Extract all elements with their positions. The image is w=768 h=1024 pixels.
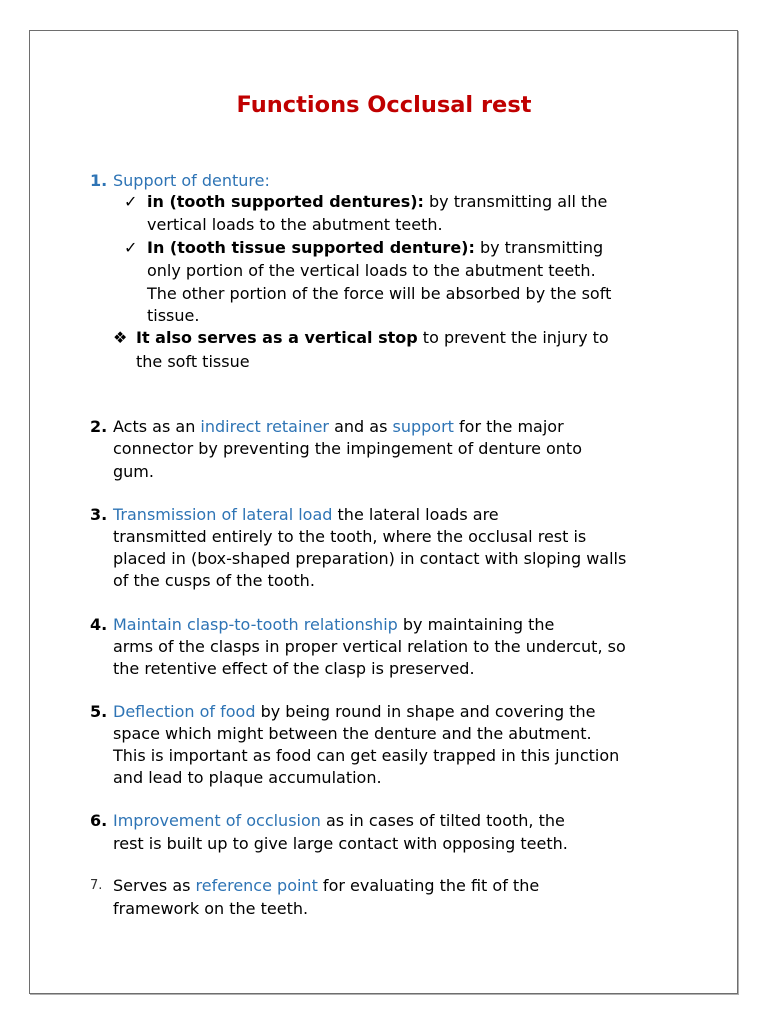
item-1-sub-1-text: by transmitting all the (423, 192, 608, 211)
item-1-number: 1. (90, 171, 108, 190)
item-6-heading: Improvement of occlusion (113, 811, 321, 830)
item-5-line-3: This is important as food can get easily trapped in this junction (113, 746, 620, 765)
item-5-line-2: space which might between the denture and the abutment. (113, 724, 592, 743)
item-3-line-4: of the cusps of the tooth. (113, 571, 315, 590)
item-5-heading: Deflection of food (113, 702, 256, 721)
check-icon: ✓ (124, 192, 138, 211)
item-1-sub-2-line-2: only portion of the vertical loads to the abutment teeth. (147, 261, 596, 280)
item-2-text-a: Acts as an (113, 417, 201, 436)
item-4-line-3: the retentive effect of the clasp is preserved. (113, 659, 475, 678)
item-1-sub-2-bold: In (tooth tissue supported denture): (147, 238, 475, 257)
item-2-number: 2. (90, 417, 108, 436)
item-1-sub-2-line-3: The other portion of the force will be absorbed by the soft (147, 284, 612, 303)
item-7-text-a: Serves as (113, 876, 196, 895)
item-2-line-3: gum. (113, 462, 154, 481)
item-2-highlight-indirect-retainer: indirect retainer (200, 417, 329, 436)
item-2-line-2: connector by preventing the impingement of denture onto (113, 439, 582, 458)
item-7-highlight-reference-point: reference point (195, 876, 318, 895)
item-6-line-1 (113, 810, 565, 833)
item-4-heading: Maintain clasp-to-tooth relationship (113, 615, 398, 634)
check-icon: ✓ (124, 238, 138, 257)
diamond-bullet-icon: ❖ (113, 328, 128, 347)
item-6-number: 6. (90, 811, 108, 830)
item-7-number: 7. (90, 878, 103, 893)
item-6-text: as in cases of tilted tooth, the (320, 811, 565, 830)
item-3-line-1 (113, 504, 499, 527)
item-5-text: by being round in shape and covering the (255, 702, 596, 721)
item-2-text-c: for the major (453, 417, 564, 436)
item-7-line-1 (113, 875, 539, 898)
item-1-heading: Support of denture: (113, 171, 270, 190)
item-5-number: 5. (90, 702, 108, 721)
item-2-line-1 (113, 416, 564, 439)
item-7-line-2: framework on the teeth. (113, 899, 309, 918)
item-2-highlight-support: support (392, 417, 454, 436)
item-1-sub-3-bold: It also serves as a vertical stop (136, 328, 418, 347)
item-1-sub-2-text: by transmitting (474, 238, 604, 257)
item-1-sub-2-line-4: tissue. (147, 306, 200, 325)
item-1-sub-1-bold: in (tooth supported dentures): (147, 192, 424, 211)
item-1-sub-3-line-1 (136, 327, 609, 350)
item-1-sub-3-text: to prevent the injury to (417, 328, 609, 347)
item-3-line-3: placed in (box-shaped preparation) in contact with sloping walls (113, 549, 627, 568)
item-3-line-2: transmitted entirely to the tooth, where the occlusal rest is (113, 527, 587, 546)
item-7-text-b: for evaluating the fit of the (317, 876, 540, 895)
item-1-sub-1-line-2: vertical loads to the abutment teeth. (147, 215, 443, 234)
item-4-number: 4. (90, 615, 108, 634)
item-1-sub-1-line-1 (147, 191, 607, 214)
item-6-line-2: rest is built up to give large contact with opposing teeth. (113, 834, 568, 853)
item-3-text: the lateral loads are (332, 505, 499, 524)
item-5-line-1 (113, 701, 595, 724)
item-2-text-b: and as (329, 417, 393, 436)
item-5-line-4: and lead to plaque accumulation. (113, 768, 382, 787)
item-4-line-1 (113, 614, 554, 637)
item-4-line-2: arms of the clasps in proper vertical relation to the undercut, so (113, 637, 626, 656)
item-3-number: 3. (90, 505, 108, 524)
item-3-heading: Transmission of lateral load (113, 505, 333, 524)
item-1-sub-2-line-1 (147, 237, 603, 260)
item-1-sub-3-line-2: the soft tissue (136, 352, 250, 371)
page-title: Functions Occlusal rest (236, 92, 532, 118)
item-4-text: by maintaining the (397, 615, 555, 634)
